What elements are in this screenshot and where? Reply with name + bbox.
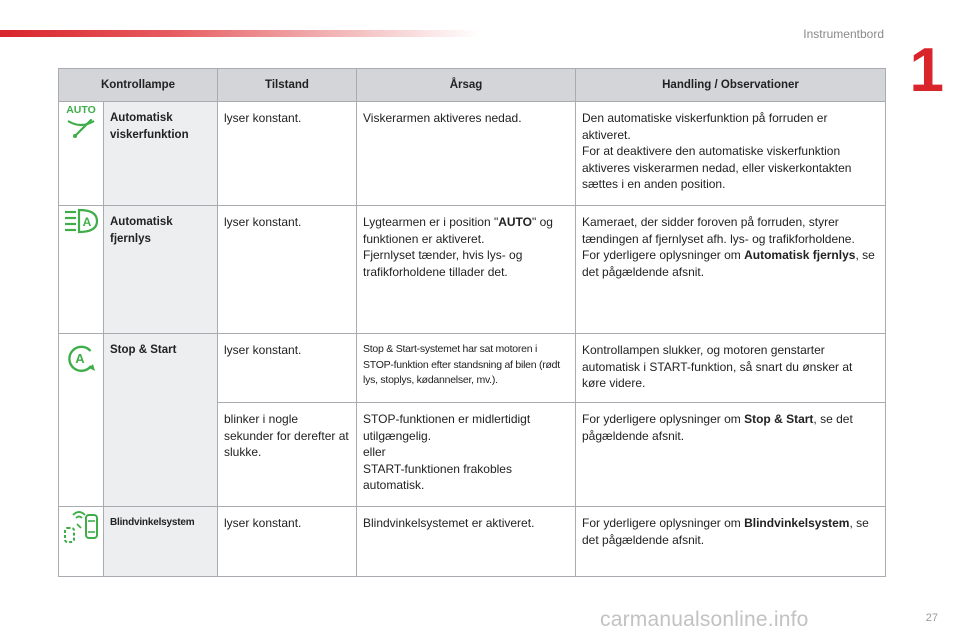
action-text: Kameraet, der sidder foroven på forruden, styrer tændingen af fjernlyset afh. lys- og trafikforholdene. [582,215,855,246]
action-cell [576,403,886,507]
table-header-row [59,69,886,102]
top-accent-bar [0,30,480,37]
state-cell: lyser konstant. [218,102,357,206]
cross-reference: Stop & Start [744,412,814,426]
action-text-part: For yderligere oplysninger om [582,248,745,262]
action-text-part: , se det pågældende afsnit. [582,412,853,443]
action-text-part: For yderligere oplysninger om [582,412,745,426]
state-cell: lyser konstant. [218,206,357,334]
auto-wiper-icon [64,102,98,147]
cross-reference: Blindvinkelsystem [744,516,850,530]
action-text-part: , se det pågældende afsnit. [582,248,875,279]
state-cell: lyser konstant. [218,507,357,577]
cause-text-part: " og funktionen er aktiveret. [363,215,553,246]
action-text: Den automatiske viskerfunktion på forruden er aktiveret. [582,111,828,142]
cause-text [363,214,569,247]
lamp-name: Automatisk fjernlys [104,206,218,334]
action-text [582,247,879,280]
state-cell: lyser konstant. [218,334,357,403]
auto-headlight-icon-text: A [82,215,92,229]
cause-cell [357,206,576,334]
lamp-icon-cell [59,507,104,577]
lamp-name: Automatisk viskerfunktion [104,102,218,206]
cause-text: eller [363,445,386,459]
lamp-name: Blindvinkelsystem [104,507,218,577]
lamp-name: Stop & Start [104,334,218,507]
warning-lamp-table [58,68,886,577]
cause-text-part: Lygtearmen er i position " [363,215,499,229]
auto-headlight-icon [62,206,100,241]
action-text [582,515,879,548]
chapter-number: 1 [909,36,944,105]
cross-reference: Automatisk fjernlys [744,248,856,262]
cause-cell: Blindvinkelsystemet er aktiveret. [357,507,576,577]
stop-start-icon-text: A [75,351,85,366]
auto-wiper-icon-text: AUTO [66,104,96,116]
cause-text: STOP-funktionen er midlertidigt utilgængelig. [363,412,531,443]
cause-cell [357,403,576,507]
action-cell [576,102,886,206]
lamp-icon-cell [59,206,104,334]
column-header-action: Handling / Observationer [576,69,886,102]
action-text-part: For yderligere oplysninger om [582,516,745,530]
watermark: carmanualsonline.info [600,608,809,631]
stop-start-icon [64,342,98,381]
lamp-icon-cell [59,102,104,206]
table-row [59,334,886,403]
action-cell [576,206,886,334]
cause-cell: Stop & Start-systemet har sat motoren i STOP-funktion efter standsning af bilen (rødt lys, stoplys, kødannelser, mv.). [357,334,576,403]
cause-keyword: AUTO [498,215,532,229]
action-text [582,411,879,444]
page-number: 27 [925,612,938,624]
column-header-state: Tilstand [218,69,357,102]
column-header-cause: Årsag [357,69,576,102]
cause-text: START-funktionen frakobles automatisk. [363,461,512,492]
action-cell [576,507,886,577]
action-text-part: , se det pågældende afsnit. [582,516,869,547]
blind-spot-icon [60,507,102,550]
table-row [59,102,886,206]
action-cell: Kontrollampen slukker, og motoren genstarter automatisk i START-funktion, så snart du ønsker at køre videre. [576,334,886,403]
cause-cell: Viskerarmen aktiveres nedad. [357,102,576,206]
table-row [59,206,886,334]
action-text: For at deaktivere den automatiske viskerfunktion aktiveres viskerarmen nedad, eller viskerkontakten sættes i en anden position. [582,144,852,191]
table-row [59,507,886,577]
state-cell: blinker i nogle sekunder for derefter at slukke. [218,403,357,507]
section-title: Instrumentbord [803,27,884,41]
cause-text: Fjernlyset tænder, hvis lys- og trafikforholdene tillader det. [363,248,523,279]
column-header-lamp: Kontrollampe [59,69,218,102]
lamp-icon-cell [59,334,104,507]
